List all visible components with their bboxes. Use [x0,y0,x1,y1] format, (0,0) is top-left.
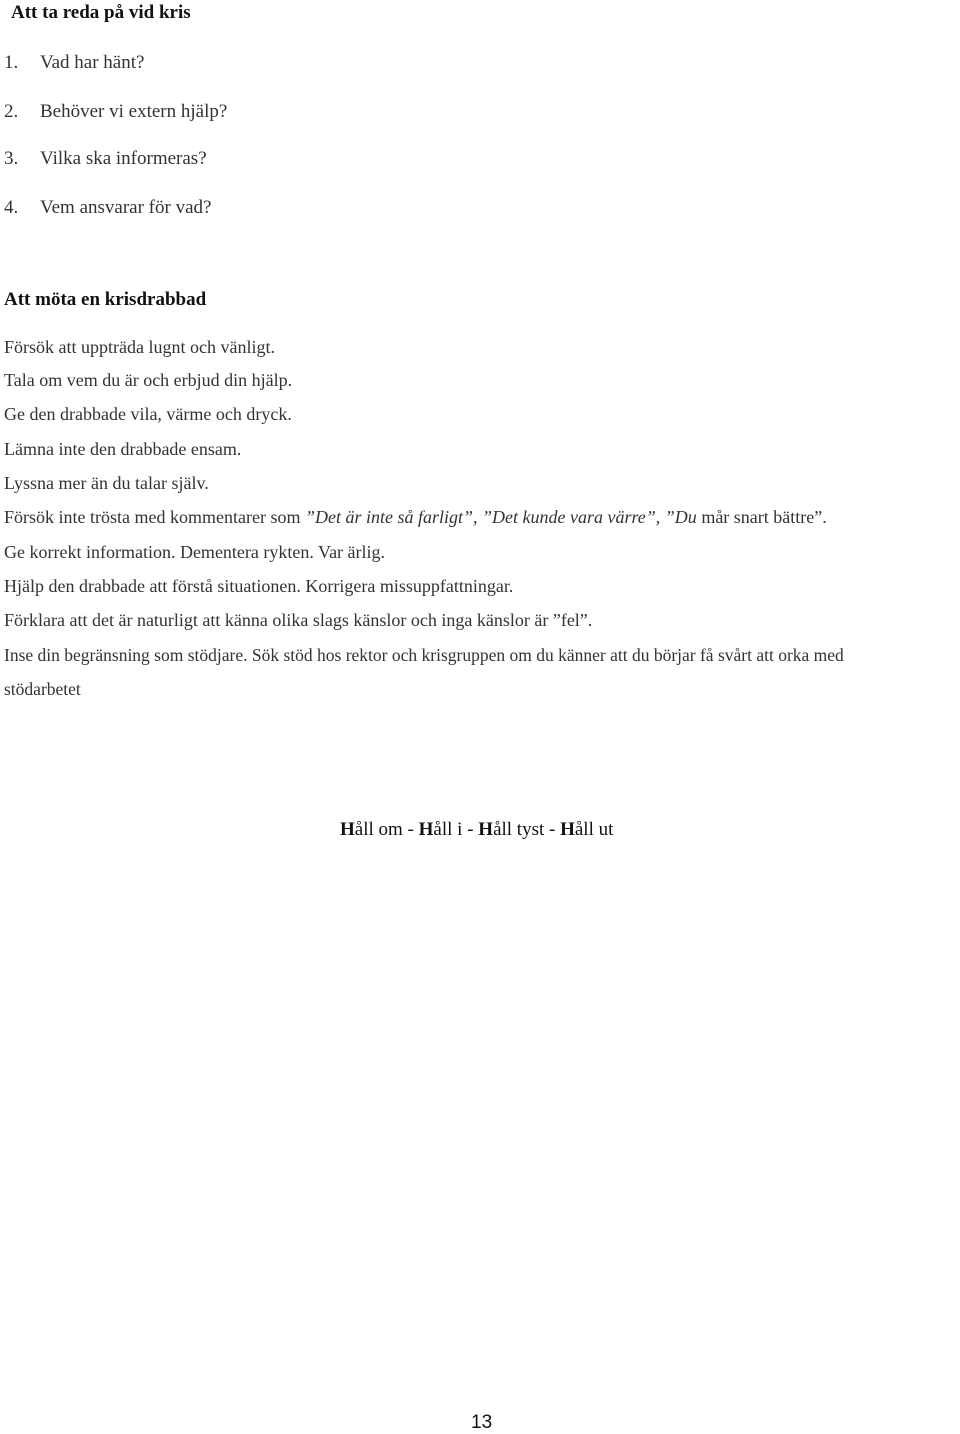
list-item-number: 1. [4,52,19,73]
list-item-text: Vad har hänt? [40,52,145,73]
comfort-suffix: mår snart bättre”. [701,507,827,527]
advice-line: Ge korrekt information. Dementera rykten. Var ärlig. [4,542,386,562]
advice-line: Lämna inte den drabbade ensam. [4,439,242,459]
section-heading-crisis-assessment: Att ta reda på vid kris [11,2,191,23]
list-item-number: 4. [4,197,19,218]
list-item-text: Vilka ska informeras? [40,148,207,169]
comfort-prefix: Försök inte trösta med kommentarer som [4,507,301,527]
motto-initial: H [418,819,434,840]
list-item [4,148,207,170]
advice-line: Lyssna mer än du talar själv. [4,473,209,493]
list-item-text: Behöver vi extern hjälp? [40,101,228,122]
advice-line-limits: Inse din begränsning som stödjare. Sök stöd hos rektor och krisgruppen om du känner att du börjar få svårt att orka med [4,645,844,665]
comfort-quote: ”Du [660,507,702,527]
page-number: 13 [471,1412,493,1433]
list-item [4,197,211,219]
section-heading-meeting-victim: Att möta en krisdrabbad [4,289,207,310]
list-item-text: Vem ansvarar för vad? [40,197,212,218]
advice-line: Förklara att det är naturligt att känna olika slags känslor och inga känslor är ”fel”. [4,610,593,630]
advice-line-limits-cont: stödarbetet [4,679,81,699]
advice-line: Hjälp den drabbade att förstå situationen. Korrigera missuppfattningar. [4,576,514,596]
motto-rest: åll i - [433,819,479,840]
comfort-quote: ”Det kunde vara värre”, [477,507,661,527]
comfort-advice-line [4,507,827,528]
list-item [4,52,144,74]
motto-initial: H [340,819,355,840]
motto [340,819,613,841]
motto-initial: H [478,819,494,840]
advice-line: Försök att uppträda lugnt och vänligt. [4,337,275,357]
motto-initial: H [560,819,575,840]
comfort-quote: ”Det är inte så farligt”, [300,507,478,527]
motto-rest: åll ut [574,819,614,840]
advice-line: Ge den drabbade vila, värme och dryck. [4,404,292,424]
list-item-number: 3. [4,148,19,169]
list-item [4,101,227,123]
advice-line: Tala om vem du är och erbjud din hjälp. [4,370,293,390]
list-item-number: 2. [4,101,19,122]
motto-rest: åll om - [354,819,419,840]
motto-rest: åll tyst - [493,819,561,840]
